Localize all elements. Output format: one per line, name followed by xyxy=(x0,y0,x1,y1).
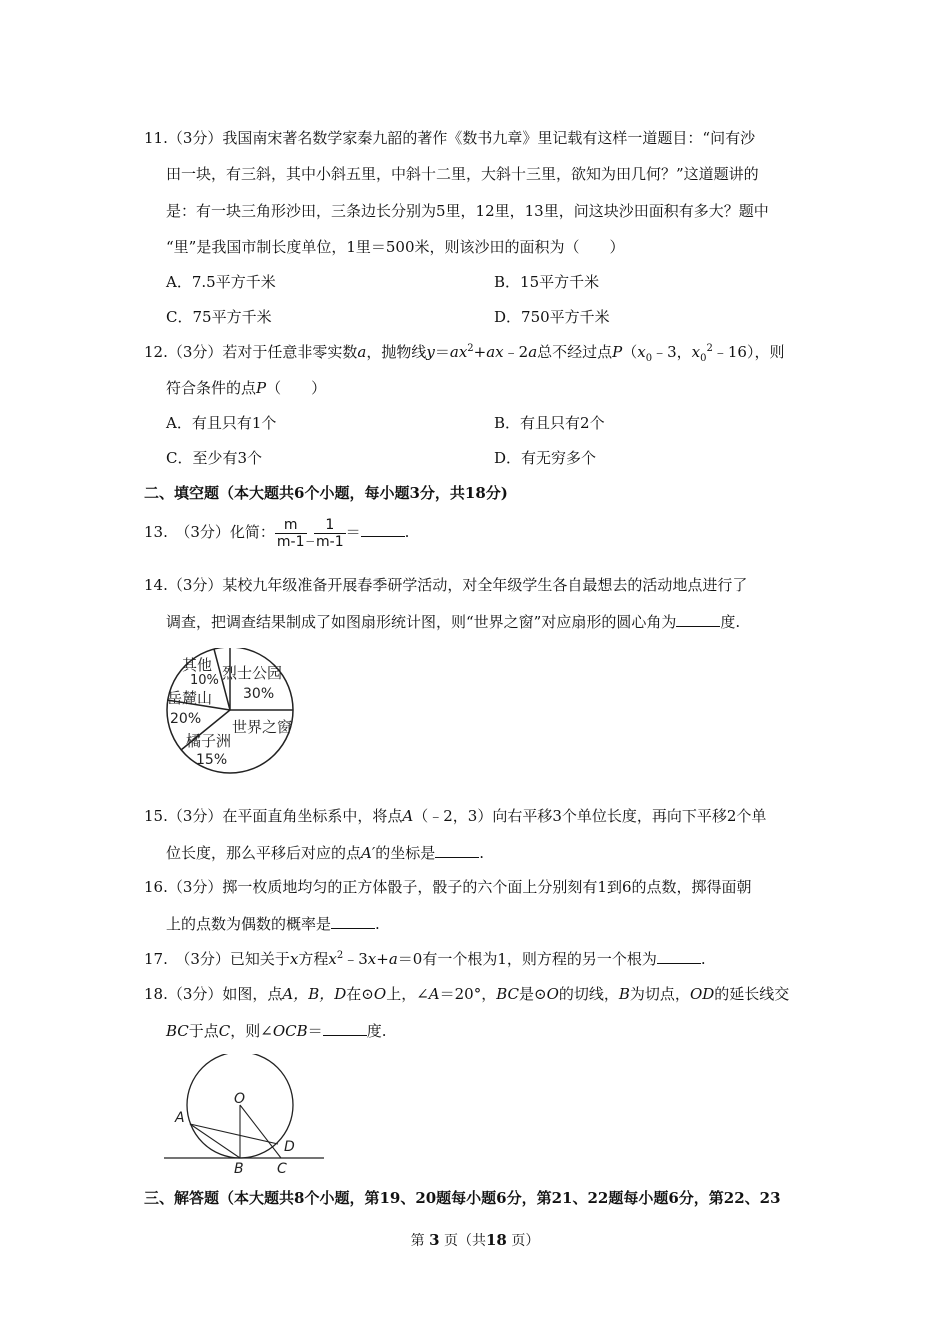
q12-option-c: C．至少有3个 xyxy=(166,449,263,467)
point-label-b: B xyxy=(234,1161,244,1177)
q11-line4: “里”是我国市制长度单位，1里＝500米，则该沙田的面积为（ ） xyxy=(166,238,625,256)
page-footer: 第 3 页（共18 页） xyxy=(410,1231,540,1249)
q17-answer-blank[interactable] xyxy=(657,949,701,964)
slice-percent-yuelu: 20% xyxy=(170,711,202,727)
q12-option-a: A．有且只有1个 xyxy=(166,414,277,432)
slice-percent-juzizhou: 15% xyxy=(196,752,228,768)
q17-line: 17. （3分）已知关于x方程$x^2﹣3x+a=0$有一个根为1，则方程的另一个根为 . xyxy=(144,950,706,968)
q13-answer-blank[interactable] xyxy=(361,522,405,537)
q12-line1: 12.（3分）若对于任意非零实数a，抛物线$y=ax^2+ax﹣2a$总不经过点$P(x_0﹣3$，$x_0^2﹣16$），则 xyxy=(144,343,785,364)
segment-ab xyxy=(190,1124,240,1158)
q11-option-d: D．750平方千米 xyxy=(494,308,610,326)
slice-label-shijie: 世界之窗 xyxy=(232,718,293,736)
q14-line1: 14.（3分）某校九年级准备开展春季研学活动，对全年级学生各自最想去的活动地点进行了 xyxy=(144,576,748,594)
q11-line3: 是：有一块三角形沙田，三条边长分别为5里，12里，13里，问这块沙田面积有多大？题中 xyxy=(166,202,769,220)
q15-line1: 15.（3分）在平面直角坐标系中，将点A（﹣2，3）向右平移3个单位长度，再向下平移2个单 xyxy=(144,807,767,825)
q16-answer-blank[interactable] xyxy=(331,914,375,929)
q13-fraction-1: $\frac{m}{m-1}$ xyxy=(276,516,305,550)
q14-line2: 调查，把调查结果制成了如图扇形统计图，则“世界之窗”对应扇形的圆心角为 度. xyxy=(166,613,741,631)
section-2-heading: 二、填空题（本大题共6个小题，每小题3分，共18分) xyxy=(144,484,508,502)
slice-label-yuelu: 岳麓山 xyxy=(167,689,213,707)
q16-line1: 16.（3分）掷一枚质地均匀的正方体骰子，骰子的六个面上分别刻有1到6的点数，掷得面朝 xyxy=(144,878,752,896)
q13-fraction-2: $\frac{1}{m-1}$ xyxy=(316,516,344,550)
q13-line: 13. （3分）化简： $\frac{m}{m-1}$ _ $\frac{1}{m-1}$ ＝ . xyxy=(144,516,410,550)
segment-oc xyxy=(240,1105,281,1158)
slice-label-other: 其他 xyxy=(182,656,213,674)
page-total: 18 xyxy=(486,1231,507,1249)
page-number: 3 xyxy=(429,1231,440,1249)
q18-line2: BC于点C，则∠OCB＝ 度. xyxy=(166,1022,387,1040)
point-label-a: A xyxy=(175,1110,185,1126)
q12-line2: 符合条件的点P（ ） xyxy=(166,379,327,397)
q14-answer-blank[interactable] xyxy=(676,612,720,627)
slice-percent-other: 10% xyxy=(190,673,219,688)
q18-line1: 18.（3分）如图，点A，B，D在⊙O上，∠A＝20°，BC是⊙O的切线，B为切点，OD的延长线交 xyxy=(144,985,790,1003)
q11-line2: 田一块，有三斜，其中小斜五里，中斜十二里，大斜十三里，欲知为田几何？”这道题讲的 xyxy=(166,165,759,183)
q11-option-c: C．75平方千米 xyxy=(166,308,272,326)
q18-answer-blank[interactable] xyxy=(323,1021,367,1036)
point-label-c: C xyxy=(277,1161,287,1177)
slice-label-juzizhou: 橘子洲 xyxy=(186,732,232,750)
slice-label-lieshi: 烈士公园 xyxy=(222,664,283,682)
slice-percent-lieshi: 30% xyxy=(243,686,275,702)
circle-tangent-figure xyxy=(160,1054,330,1178)
q12-option-b: B．有且只有2个 xyxy=(494,414,605,432)
q15-line2: 位长度，那么平移后对应的点A′的坐标是 . xyxy=(166,844,485,862)
q11-option-b: B．15平方千米 xyxy=(494,273,600,291)
section-3-heading: 三、解答题（本大题共8个小题，第19、20题每小题6分，第21、22题每小题6分，第22、23 xyxy=(144,1189,781,1207)
q11-option-a: A．7.5平方千米 xyxy=(166,273,276,291)
point-label-o: O xyxy=(234,1091,246,1107)
pie-chart xyxy=(150,648,310,784)
q12-option-d: D．有无穷多个 xyxy=(494,449,597,467)
q16-line2: 上的点数为偶数的概率是 . xyxy=(166,915,380,933)
q11-line1: 11.（3分）我国南宋著名数学家秦九韶的著作《数书九章》里记载有这样一道题目：“问有沙 xyxy=(144,129,756,147)
segment-ad xyxy=(190,1124,278,1144)
point-label-d: D xyxy=(284,1139,295,1155)
q15-answer-blank[interactable] xyxy=(435,843,479,858)
